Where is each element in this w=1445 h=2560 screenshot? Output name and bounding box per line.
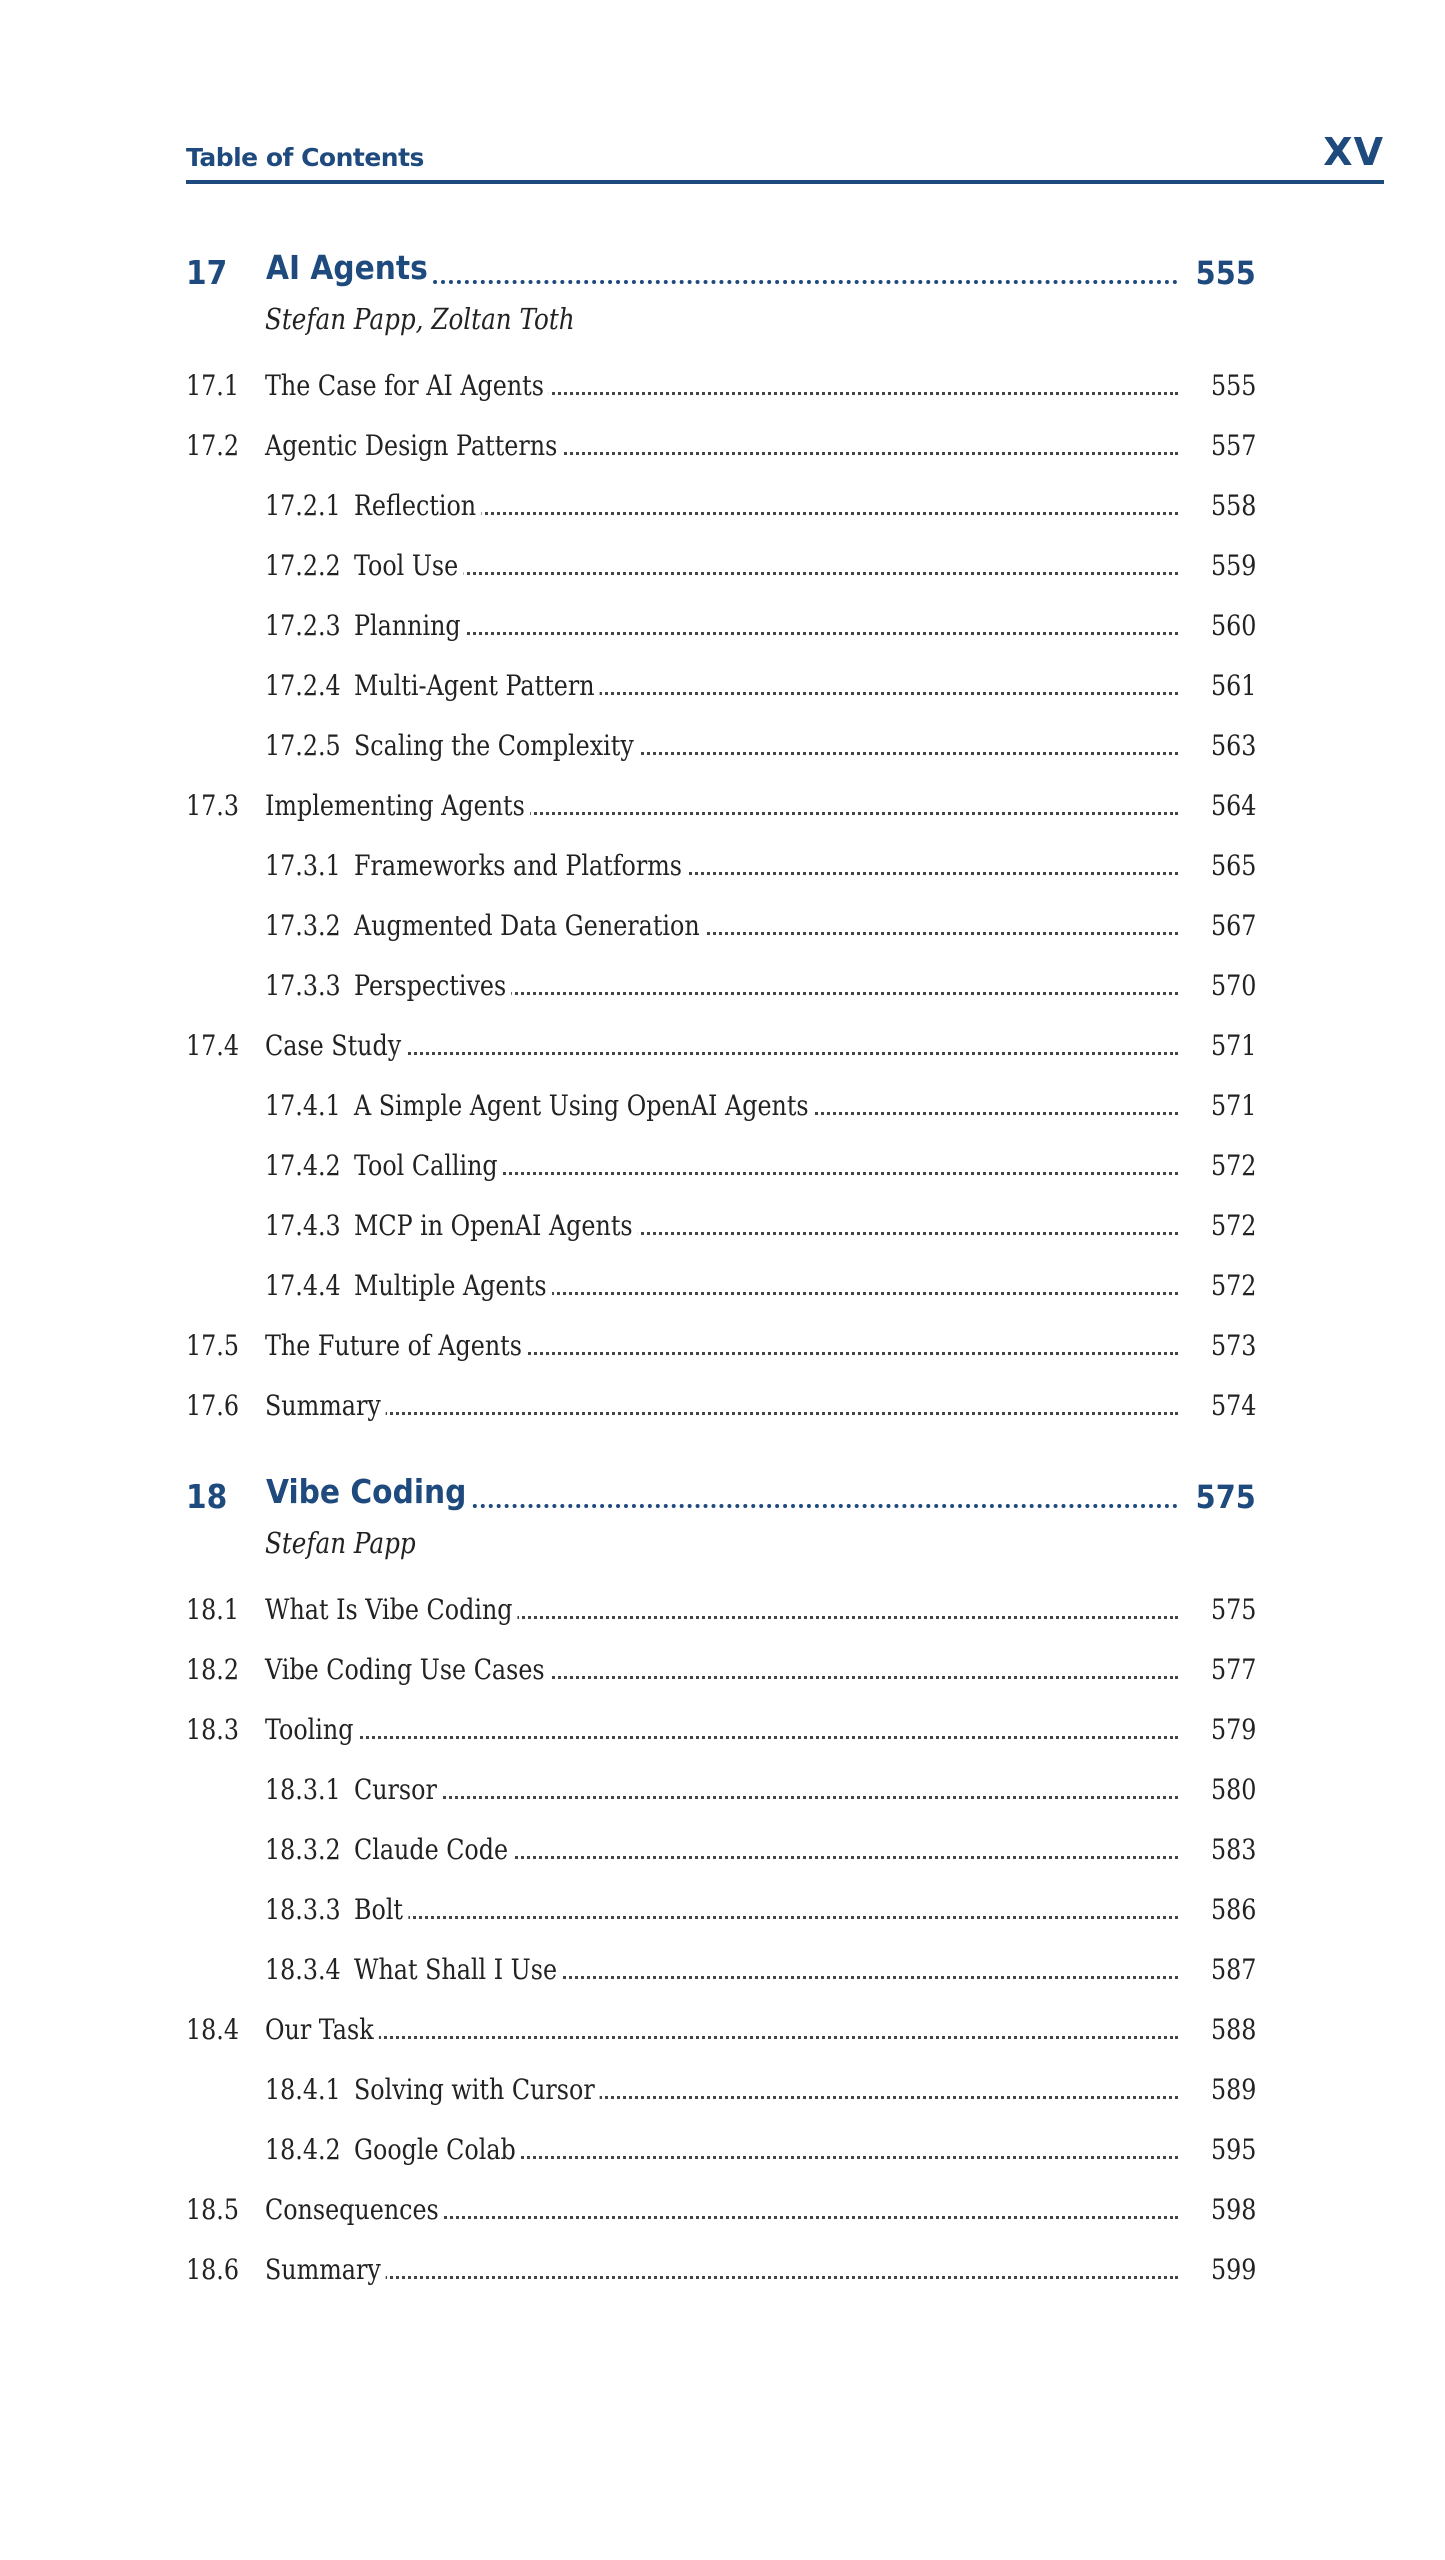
entry-number: 17.3.1 (265, 849, 341, 882)
entry-number: 18.4.1 (265, 2073, 341, 2106)
dot-leader (265, 1736, 1178, 1739)
chapter-title: AI Agents (266, 248, 431, 287)
entry-page-number: 588 (1210, 2013, 1256, 2046)
entry-title: Augmented Data Generation (354, 909, 705, 942)
entry-title: Tooling (265, 1713, 359, 1746)
entry-page-number: 574 (1210, 1389, 1256, 1422)
entry-page-number: 595 (1210, 2133, 1256, 2166)
dot-leader (354, 572, 1178, 575)
entry-number: 17.3 (186, 789, 239, 822)
entry-page-number: 599 (1210, 2253, 1256, 2286)
entry-title: Consequences (265, 2193, 444, 2226)
entry-number: 17.2.4 (265, 669, 341, 702)
section-entry[interactable] (186, 1710, 1256, 1754)
chapter-heading-17[interactable] (186, 248, 1256, 298)
chapter-authors: Stefan Papp (265, 1526, 416, 1560)
entry-number: 18.3.2 (265, 1833, 341, 1866)
subsection-entry[interactable] (186, 1206, 1256, 1250)
dot-leader (265, 2276, 1178, 2279)
entry-number: 18.5 (186, 2193, 239, 2226)
subsection-entry[interactable] (186, 1890, 1256, 1934)
section-entry[interactable] (186, 2250, 1256, 2294)
entry-page-number: 579 (1210, 1713, 1256, 1746)
entry-number: 17.3.3 (265, 969, 341, 1002)
entry-number: 17.3.2 (265, 909, 341, 942)
section-entry[interactable] (186, 1026, 1256, 1070)
dot-leader (354, 1916, 1178, 1919)
dot-leader (265, 2036, 1178, 2039)
entry-page-number: 555 (1210, 369, 1256, 402)
chapter-number: 18 (186, 1477, 228, 1516)
entry-number: 17.2.1 (265, 489, 341, 522)
chapter-title-wrap (266, 1472, 1186, 1516)
entry-number: 17.4.4 (265, 1269, 341, 1302)
entry-page-number: 575 (1210, 1593, 1256, 1626)
entry-page-number: 577 (1210, 1653, 1256, 1686)
entry-number: 17.1 (186, 369, 239, 402)
subsection-entry[interactable] (186, 606, 1256, 650)
subsection-entry[interactable] (186, 1770, 1256, 1814)
entry-page-number: 565 (1210, 849, 1256, 882)
entry-page-number: 573 (1210, 1329, 1256, 1362)
entry-title: Summary (265, 1389, 386, 1422)
subsection-entry[interactable] (186, 2130, 1256, 2174)
entry-title: Multiple Agents (354, 1269, 552, 1302)
chapter-page-number: 555 (1195, 254, 1256, 292)
entry-page-number: 583 (1210, 1833, 1256, 1866)
entry-number: 18.1 (186, 1593, 239, 1626)
section-entry[interactable] (186, 786, 1256, 830)
page-number: XV (1323, 130, 1384, 174)
entry-page-number: 571 (1210, 1089, 1256, 1122)
entry-title: What Shall I Use (354, 1953, 562, 1986)
subsection-entry[interactable] (186, 1830, 1256, 1874)
entry-number: 17.4.2 (265, 1149, 341, 1182)
entry-page-number: 558 (1210, 489, 1256, 522)
chapter-heading-18[interactable] (186, 1472, 1256, 1522)
entry-page-number: 572 (1210, 1149, 1256, 1182)
chapter-number: 17 (186, 253, 228, 292)
entry-page-number: 557 (1210, 429, 1256, 462)
subsection-entry[interactable] (186, 846, 1256, 890)
subsection-entry[interactable] (186, 1950, 1256, 1994)
entry-page-number: 598 (1210, 2193, 1256, 2226)
entry-page-number: 571 (1210, 1029, 1256, 1062)
entry-title: Vibe Coding Use Cases (265, 1653, 550, 1686)
subsection-entry[interactable] (186, 1086, 1256, 1130)
dot-leader (354, 632, 1178, 635)
subsection-entry[interactable] (186, 1146, 1256, 1190)
subsection-entry[interactable] (186, 1266, 1256, 1310)
entry-number: 17.2.3 (265, 609, 341, 642)
chapter-authors: Stefan Papp, Zoltan Toth (265, 302, 575, 336)
entry-title: The Future of Agents (265, 1329, 527, 1362)
subsection-entry[interactable] (186, 546, 1256, 590)
entry-page-number: 589 (1210, 2073, 1256, 2106)
section-entry[interactable] (186, 1590, 1256, 1634)
entry-title: Frameworks and Platforms (354, 849, 687, 882)
entry-page-number: 561 (1210, 669, 1256, 702)
entry-page-number: 586 (1210, 1893, 1256, 1926)
entry-page-number: 587 (1210, 1953, 1256, 1986)
entry-title: Tool Calling (354, 1149, 503, 1182)
entry-title: Google Colab (354, 2133, 521, 2166)
section-entry[interactable] (186, 1326, 1256, 1370)
entry-title: Cursor (354, 1773, 442, 1806)
subsection-entry[interactable] (186, 726, 1256, 770)
entry-title: Solving with Cursor (354, 2073, 600, 2106)
entry-number: 18.4 (186, 2013, 239, 2046)
entry-number: 18.4.2 (265, 2133, 341, 2166)
entry-title: What Is Vibe Coding (265, 1593, 518, 1626)
subsection-entry[interactable] (186, 906, 1256, 950)
entry-page-number: 572 (1210, 1209, 1256, 1242)
entry-number: 17.6 (186, 1389, 239, 1422)
dot-leader (354, 1796, 1178, 1799)
entry-number: 17.2.2 (265, 549, 341, 582)
entry-number: 17.4 (186, 1029, 239, 1062)
entry-title: Implementing Agents (265, 789, 530, 822)
entry-page-number: 570 (1210, 969, 1256, 1002)
entry-page-number: 560 (1210, 609, 1256, 642)
entry-title: Multi-Agent Pattern (354, 669, 600, 702)
section-entry[interactable] (186, 366, 1256, 410)
entry-title: Scaling the Complexity (354, 729, 639, 762)
section-entry[interactable] (186, 1386, 1256, 1430)
entry-title: The Case for AI Agents (265, 369, 549, 402)
section-entry[interactable] (186, 2010, 1256, 2054)
subsection-entry[interactable] (186, 666, 1256, 710)
dot-leader (265, 1412, 1178, 1415)
section-entry[interactable] (186, 426, 1256, 470)
entry-number: 18.3.1 (265, 1773, 341, 1806)
chapter-title-wrap (266, 248, 1186, 292)
entry-title: Reflection (354, 489, 481, 522)
entry-title: Planning (354, 609, 466, 642)
section-entry[interactable] (186, 1650, 1256, 1694)
entry-title: Claude Code (354, 1833, 513, 1866)
subsection-entry[interactable] (186, 966, 1256, 1010)
entry-number: 18.2 (186, 1653, 239, 1686)
running-title: Table of Contents (186, 143, 424, 172)
entry-title: MCP in OpenAI Agents (354, 1209, 638, 1242)
entry-number: 17.5 (186, 1329, 239, 1362)
entry-number: 17.2.5 (265, 729, 341, 762)
entry-number: 17.4.1 (265, 1089, 341, 1122)
entry-title: Our Task (265, 2013, 379, 2046)
entry-title: Agentic Design Patterns (265, 429, 562, 462)
entry-title: Summary (265, 2253, 386, 2286)
entry-page-number: 580 (1210, 1773, 1256, 1806)
subsection-entry[interactable] (186, 486, 1256, 530)
subsection-entry[interactable] (186, 2070, 1256, 2114)
entry-number: 18.6 (186, 2253, 239, 2286)
chapter-page-number: 575 (1195, 1478, 1256, 1516)
entry-page-number: 567 (1210, 909, 1256, 942)
running-header (186, 128, 1384, 184)
entry-title: A Simple Agent Using OpenAI Agents (354, 1089, 814, 1122)
entry-number: 17.2 (186, 429, 239, 462)
entry-number: 18.3.4 (265, 1953, 341, 1986)
entry-page-number: 564 (1210, 789, 1256, 822)
section-entry[interactable] (186, 2190, 1256, 2234)
entry-page-number: 572 (1210, 1269, 1256, 1302)
entry-page-number: 563 (1210, 729, 1256, 762)
entry-title: Bolt (354, 1893, 408, 1926)
entry-title: Perspectives (354, 969, 511, 1002)
entry-title: Case Study (265, 1029, 406, 1062)
entry-number: 18.3.3 (265, 1893, 341, 1926)
chapter-title: Vibe Coding (266, 1472, 470, 1511)
entry-number: 18.3 (186, 1713, 239, 1746)
entry-title: Tool Use (354, 549, 463, 582)
entry-number: 17.4.3 (265, 1209, 341, 1242)
entry-page-number: 559 (1210, 549, 1256, 582)
